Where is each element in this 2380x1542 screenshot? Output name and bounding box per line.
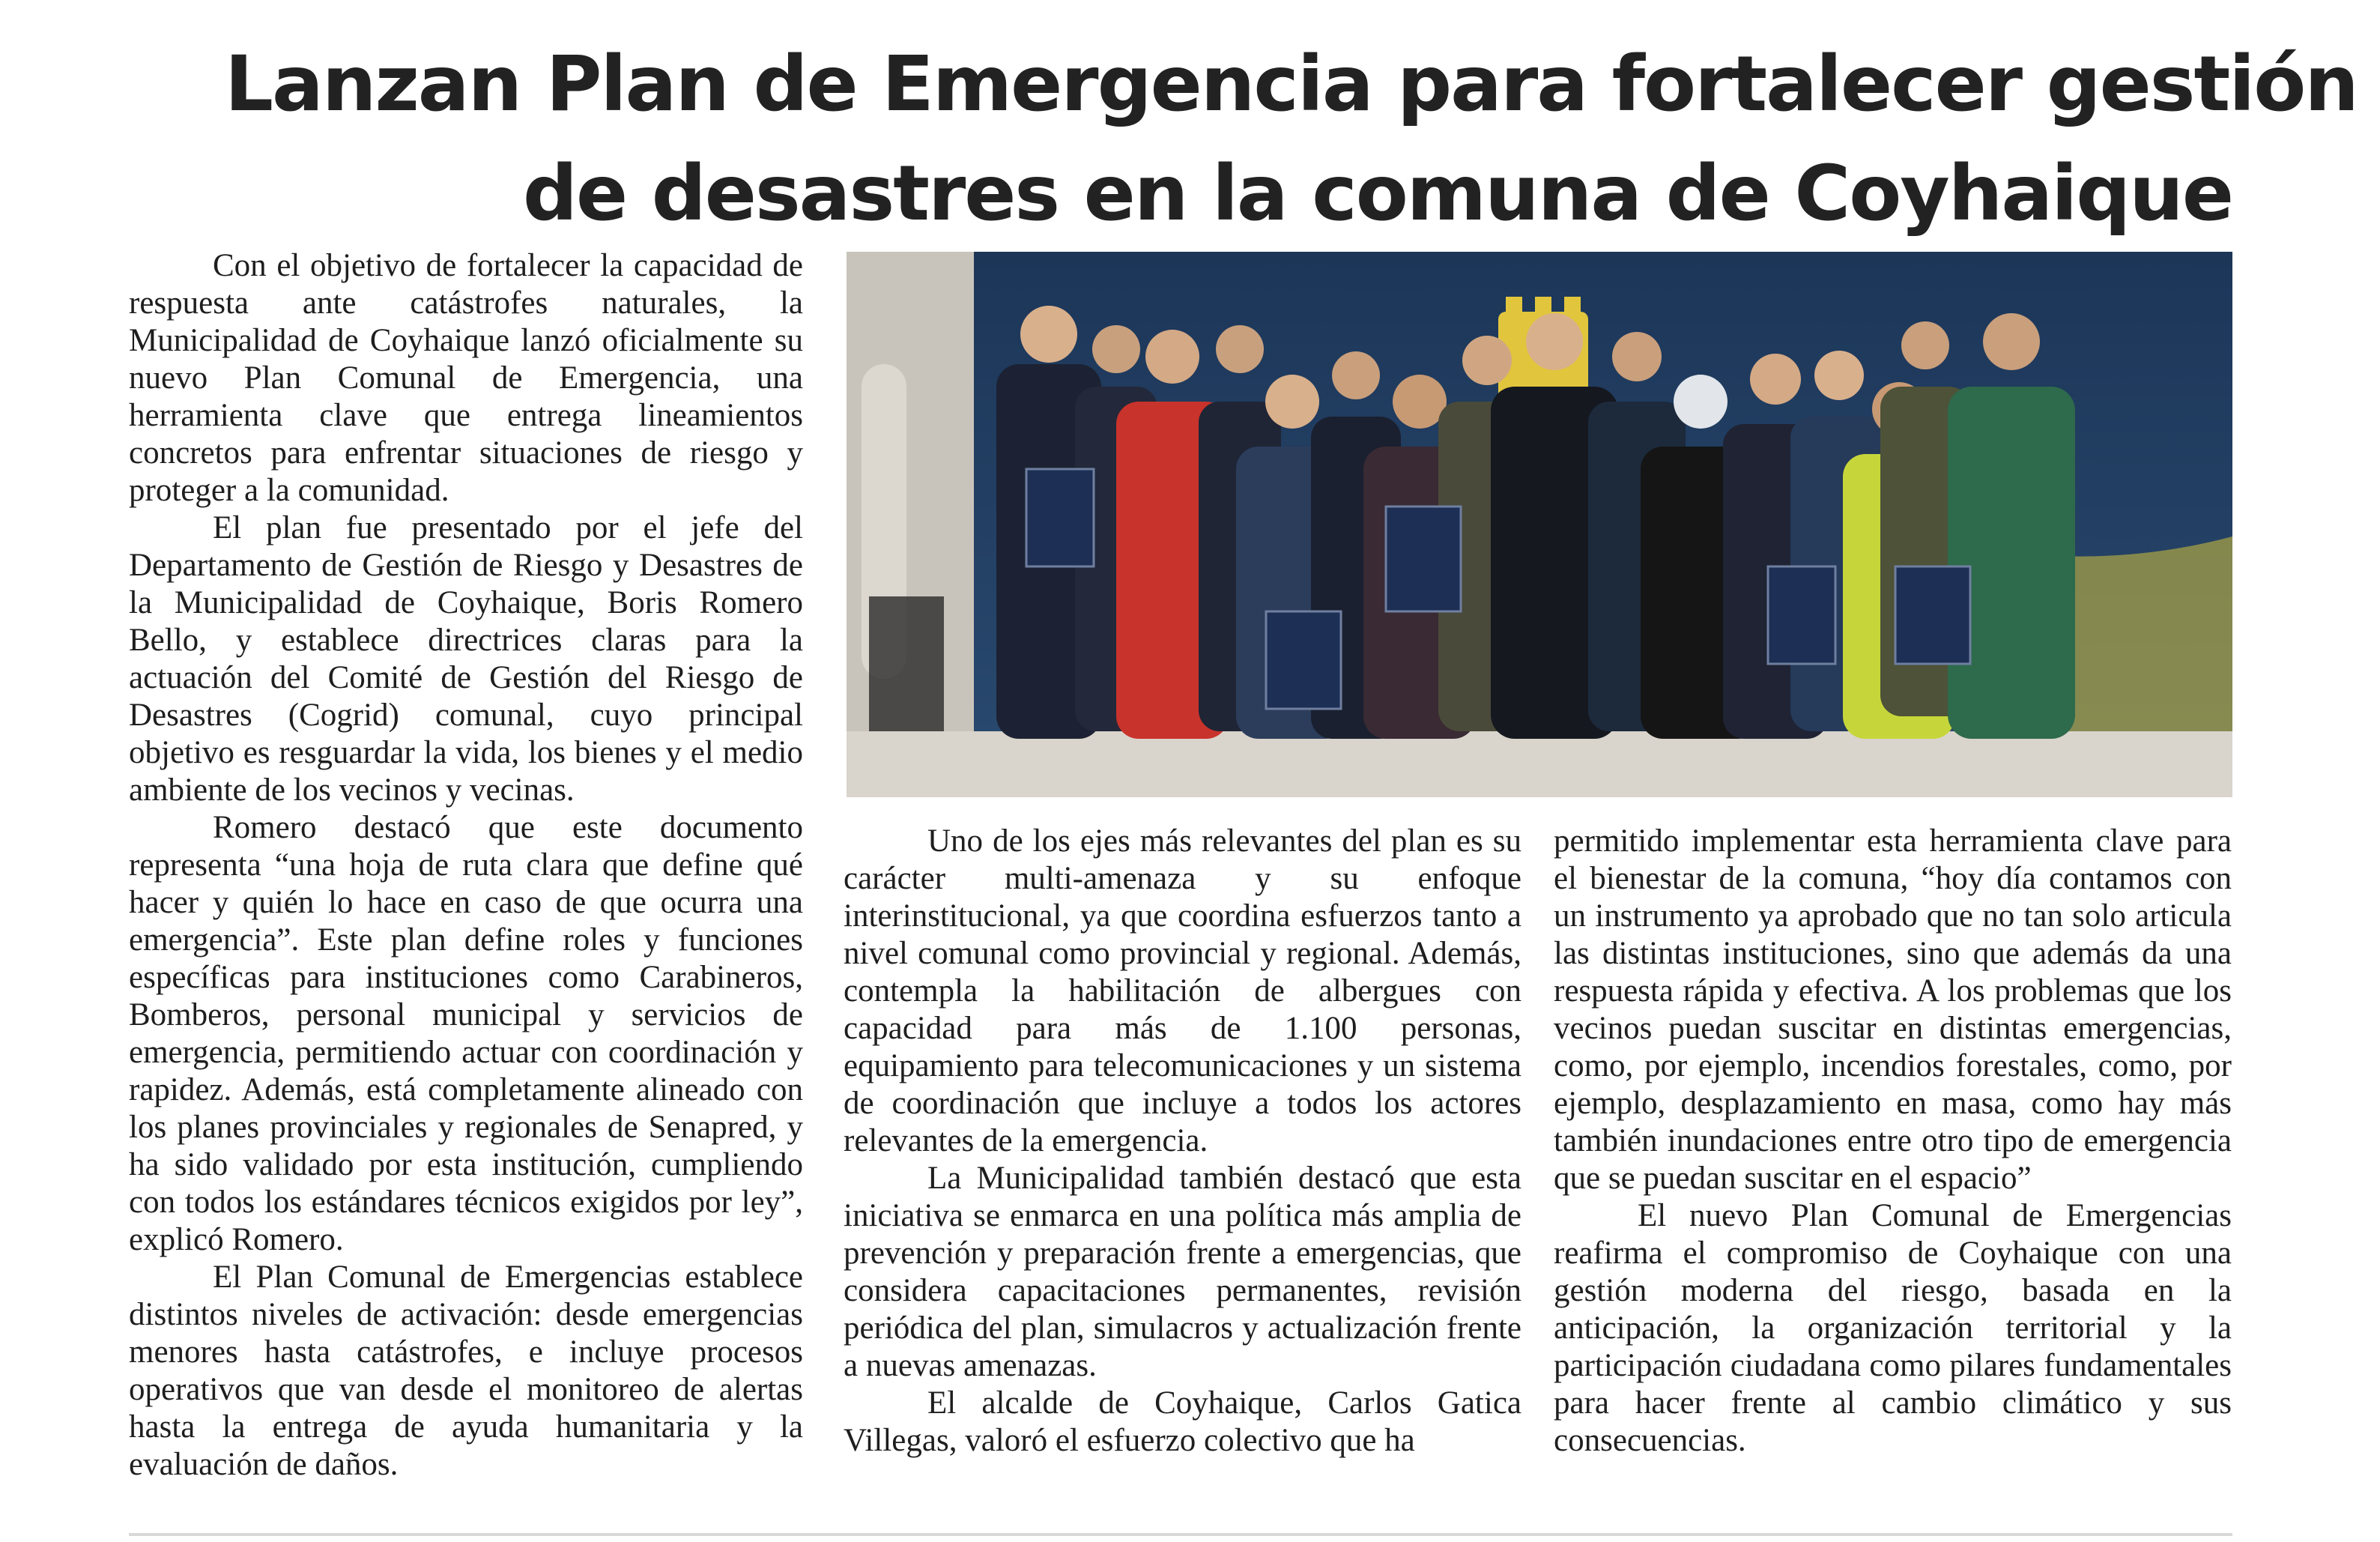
headline-line-2: de desastres en la comuna de Coyhaique: [523, 149, 2232, 238]
paragraph: El nuevo Plan Comunal de Emergencias reafirma el compromiso de Coyhaique con una gestión moderna del riesgo, basada en la anticipación, la organización territorial y la participación ciudadana como pilares fundamentales para hacer frente al cambio climático y sus consecuencias.: [1554, 1198, 2232, 1458]
paragraph: El plan fue presentado por el jefe del Departamento de Gestión de Riesgo y Desastres de la Municipalidad de Coyhaique, Boris Romero Bello, y establece directrices claras para la actuación del Comité de Gestión del Riesgo de Desastres (Cogrid) comunal, cuyo principal objetivo es resguardar la vida, los bienes y el medio ambiente de los vecinos y vecinas.: [129, 510, 803, 808]
article-headline: [225, 30, 2358, 249]
group-photo: [847, 252, 2232, 797]
headline-line-1: Lanzan Plan de Emergencia para fortalecer gestión: [225, 40, 2358, 129]
paragraph: La Municipalidad también destacó que esta iniciativa se enmarca en una política más amplia de prevención y preparación frente a emergencias, que considera capacitaciones permanentes, revisión periódica del plan, simulacros y actualización frente a nuevas amenazas.: [844, 1161, 1521, 1383]
floor: [847, 731, 2232, 797]
paragraph: Uno de los ejes más relevantes del plan es su carácter multi-amenaza y su enfoque interinstitucional, ya que coordina esfuerzos tanto a nivel comunal como provincial y regional. Además, contempla la habilitación de albergues con capacidad para más de 1.100 personas, equipamiento para telecomunicaciones y un sistema de coordinación que incluye a todos los actores relevantes de la emergencia.: [844, 823, 1521, 1158]
article-column-3: [1554, 823, 2232, 1542]
paragraph: El Plan Comunal de Emergencias establece distintos niveles de activación: desde emergencias menores hasta catástrofes, e incluye procesos operativos que van desde el monitoreo de alertas hasta la entrega de ayuda humanitaria y la evaluación de daños.: [129, 1260, 803, 1482]
paragraph: El alcalde de Coyhaique, Carlos Gatica Villegas, valoró el esfuerzo colectivo que ha: [844, 1385, 1521, 1458]
paragraph: Con el objetivo de fortalecer la capacidad de respuesta ante catástrofes naturales, la Municipalidad de Coyhaique lanzó oficialmente su nuevo Plan Comunal de Emergencia, una herramienta clave que entrega lineamientos concretos para enfrentar situaciones de riesgo y proteger a la comunidad.: [129, 248, 803, 508]
chairs: [869, 596, 944, 731]
article-column-1: [129, 247, 803, 1536]
article-column-2: [844, 823, 1521, 1542]
group-photo-illustration: [847, 252, 2232, 797]
paragraph: permitido implementar esta herramienta clave para el bienestar de la comuna, “hoy día contamos con un instrumento ya aprobado que no tan solo articula las distintas instituciones, sino que además da una respuesta rápida y efectiva. A los problemas que los vecinos puedan suscitar en distintas emergencias, como, por ejemplo, incendios forestales, como, por ejemplo, desplazamiento en masa, como hay más también inundaciones entre otro tipo de emergencia que se puedan suscitar en el espacio”: [1554, 823, 2232, 1196]
page-footer-rule: [129, 1533, 2232, 1536]
paragraph: Romero destacó que este documento representa “una hoja de ruta clara que define qué hacer y quién lo hace en caso de que ocurra una emergencia”. Este plan define roles y funciones específicas para instituciones como Carabineros, Bomberos, personal municipal y servicios de emergencia, permitiendo actuar con coordinación y rapidez. Además, está completamente alineado con los planes provinciales y regionales de Senapred, y ha sido validado por esta institución, cumpliendo con todos los estándares técnicos exigidos por ley”, explicó Romero.: [129, 810, 803, 1257]
